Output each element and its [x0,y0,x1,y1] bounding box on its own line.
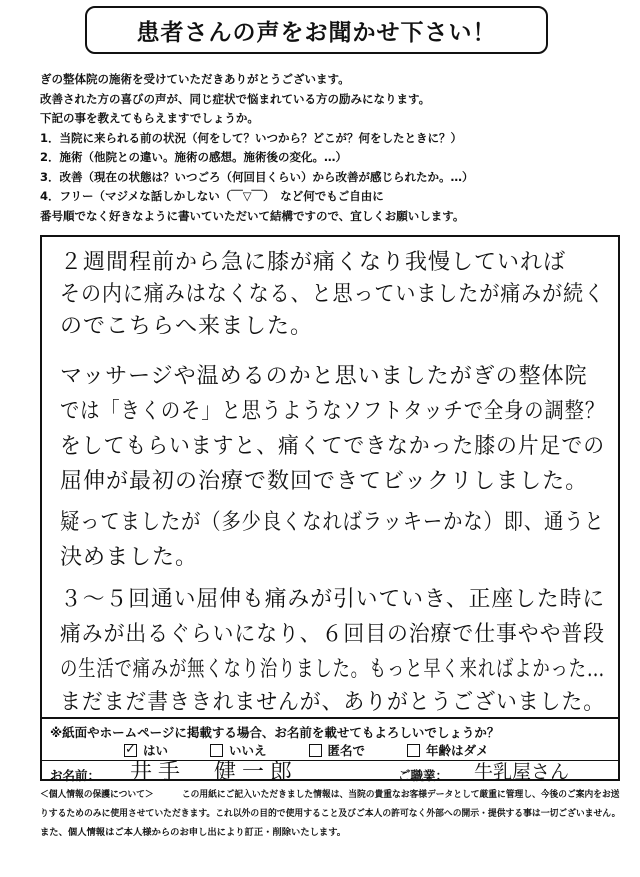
option-no-label: いいえ [229,743,267,758]
privacy-line [40,823,620,842]
occupation-value: 牛乳屋さん [474,761,570,783]
occupation-label: ご職業： [398,768,449,783]
intro-line: 1．当院に来られる前の状況（何をして？いつから？どこが？何をしたときに？） [40,130,462,145]
checkbox-anonymous[interactable] [309,744,322,757]
handwritten-line: 疑ってましたが（多少良くなればラッキーかな）即、通うと [60,510,605,535]
checkbox-no-age[interactable] [407,744,420,757]
testimonial-box [40,235,620,719]
option-no-age-label: 年齢はダメ [426,743,489,758]
consent-name-section [40,719,620,785]
handwritten-line: の生活で痛みが無くなり治りました。もっと早く来ればよかった… [60,657,606,682]
handwritten-line: 決めました。 [60,545,199,570]
handwritten-line: のでこちらへ来ました。 [60,314,314,339]
handwritten-line: その内に痛みはなくなる、と思っていましたが痛みが続く [60,282,606,307]
intro-line: 3．改善（現在の状態は？いつごろ（何回目くらい）から改善が感じられたか。…） [40,169,474,184]
privacy-text: りするためのみに使用させていただきます。これ以外の目的で使用すること及びご本人の許可なく外部への開示・提供する事は一切ございません。 [40,808,621,819]
privacy-line [40,785,620,804]
name-label: お名前： [50,768,101,783]
handwritten-line: では「きくのそ」と思うようなソフトタッチで全身の調整？ [60,399,606,424]
handwritten-line: をしてもらいますと、痛くてできなかった膝の片足での [60,434,606,459]
name-value: 井手 健一郎 [130,760,299,785]
handwritten-line: まだまだ書ききれませんが、ありがとうございました。 [60,690,606,715]
handwritten-line: 屈伸が最初の治療で数回できてビックリしました。 [60,469,589,494]
option-anonymous-label: 匿名で [327,743,366,758]
checkbox-yes[interactable]: ✓ [125,741,136,757]
handwritten-line: 痛みが出るぐらいになり、６回目の治療で仕事やや普段 [60,622,606,647]
intro-line: 改善された方の喜びの声が、同じ症状で悩まれている方の励みになります。 [40,91,431,106]
intro-line: 4．フリー（マジメな話しかしない（￣▽￣） など何でもご自由に [40,189,384,203]
option-anonymous[interactable] [309,741,366,759]
handwritten-line: マッサージや温めるのかと思いましたがぎの整体院 [60,364,588,389]
consent-question: ※紙面やホームページに掲載する場合、お名前を載せてもよろしいでしょうか？ [50,725,500,740]
privacy-title: ＜個人情報の保護について＞ [40,789,154,800]
handwritten-line: ２週間程前から急に膝が痛くなり我慢していれば [60,250,567,275]
option-yes-label: はい [143,743,169,758]
privacy-notice [40,785,620,842]
intro-line: 番号順でなく好きなように書いていただいて結構ですので、宜しくお願いします。 [40,208,465,223]
intro-line: 2．施術（他院との違い。施術の感想。施術後の変化。…） [40,150,347,164]
intro-text [40,70,620,226]
privacy-text: この用紙にご記入いただきました情報は、当院の貴重なお客様データとして厳重に管理し、今後のご案内をお送 [181,789,620,800]
page-title: 患者さんの声をお聞かせ下さい！ [85,6,548,54]
intro-line: ぎの整体院の施術を受けていただきありがとうございます。 [40,72,350,86]
privacy-text: また、個人情報はご本人様からのお申し出により訂正・削除いたします。 [40,827,347,838]
intro-line: 下記の事を教えてもらえますでしょうか。 [40,111,259,125]
privacy-line [40,804,621,823]
handwritten-line: ３〜５回通い屈伸も痛みが引いていき、正座した時に [60,587,606,612]
